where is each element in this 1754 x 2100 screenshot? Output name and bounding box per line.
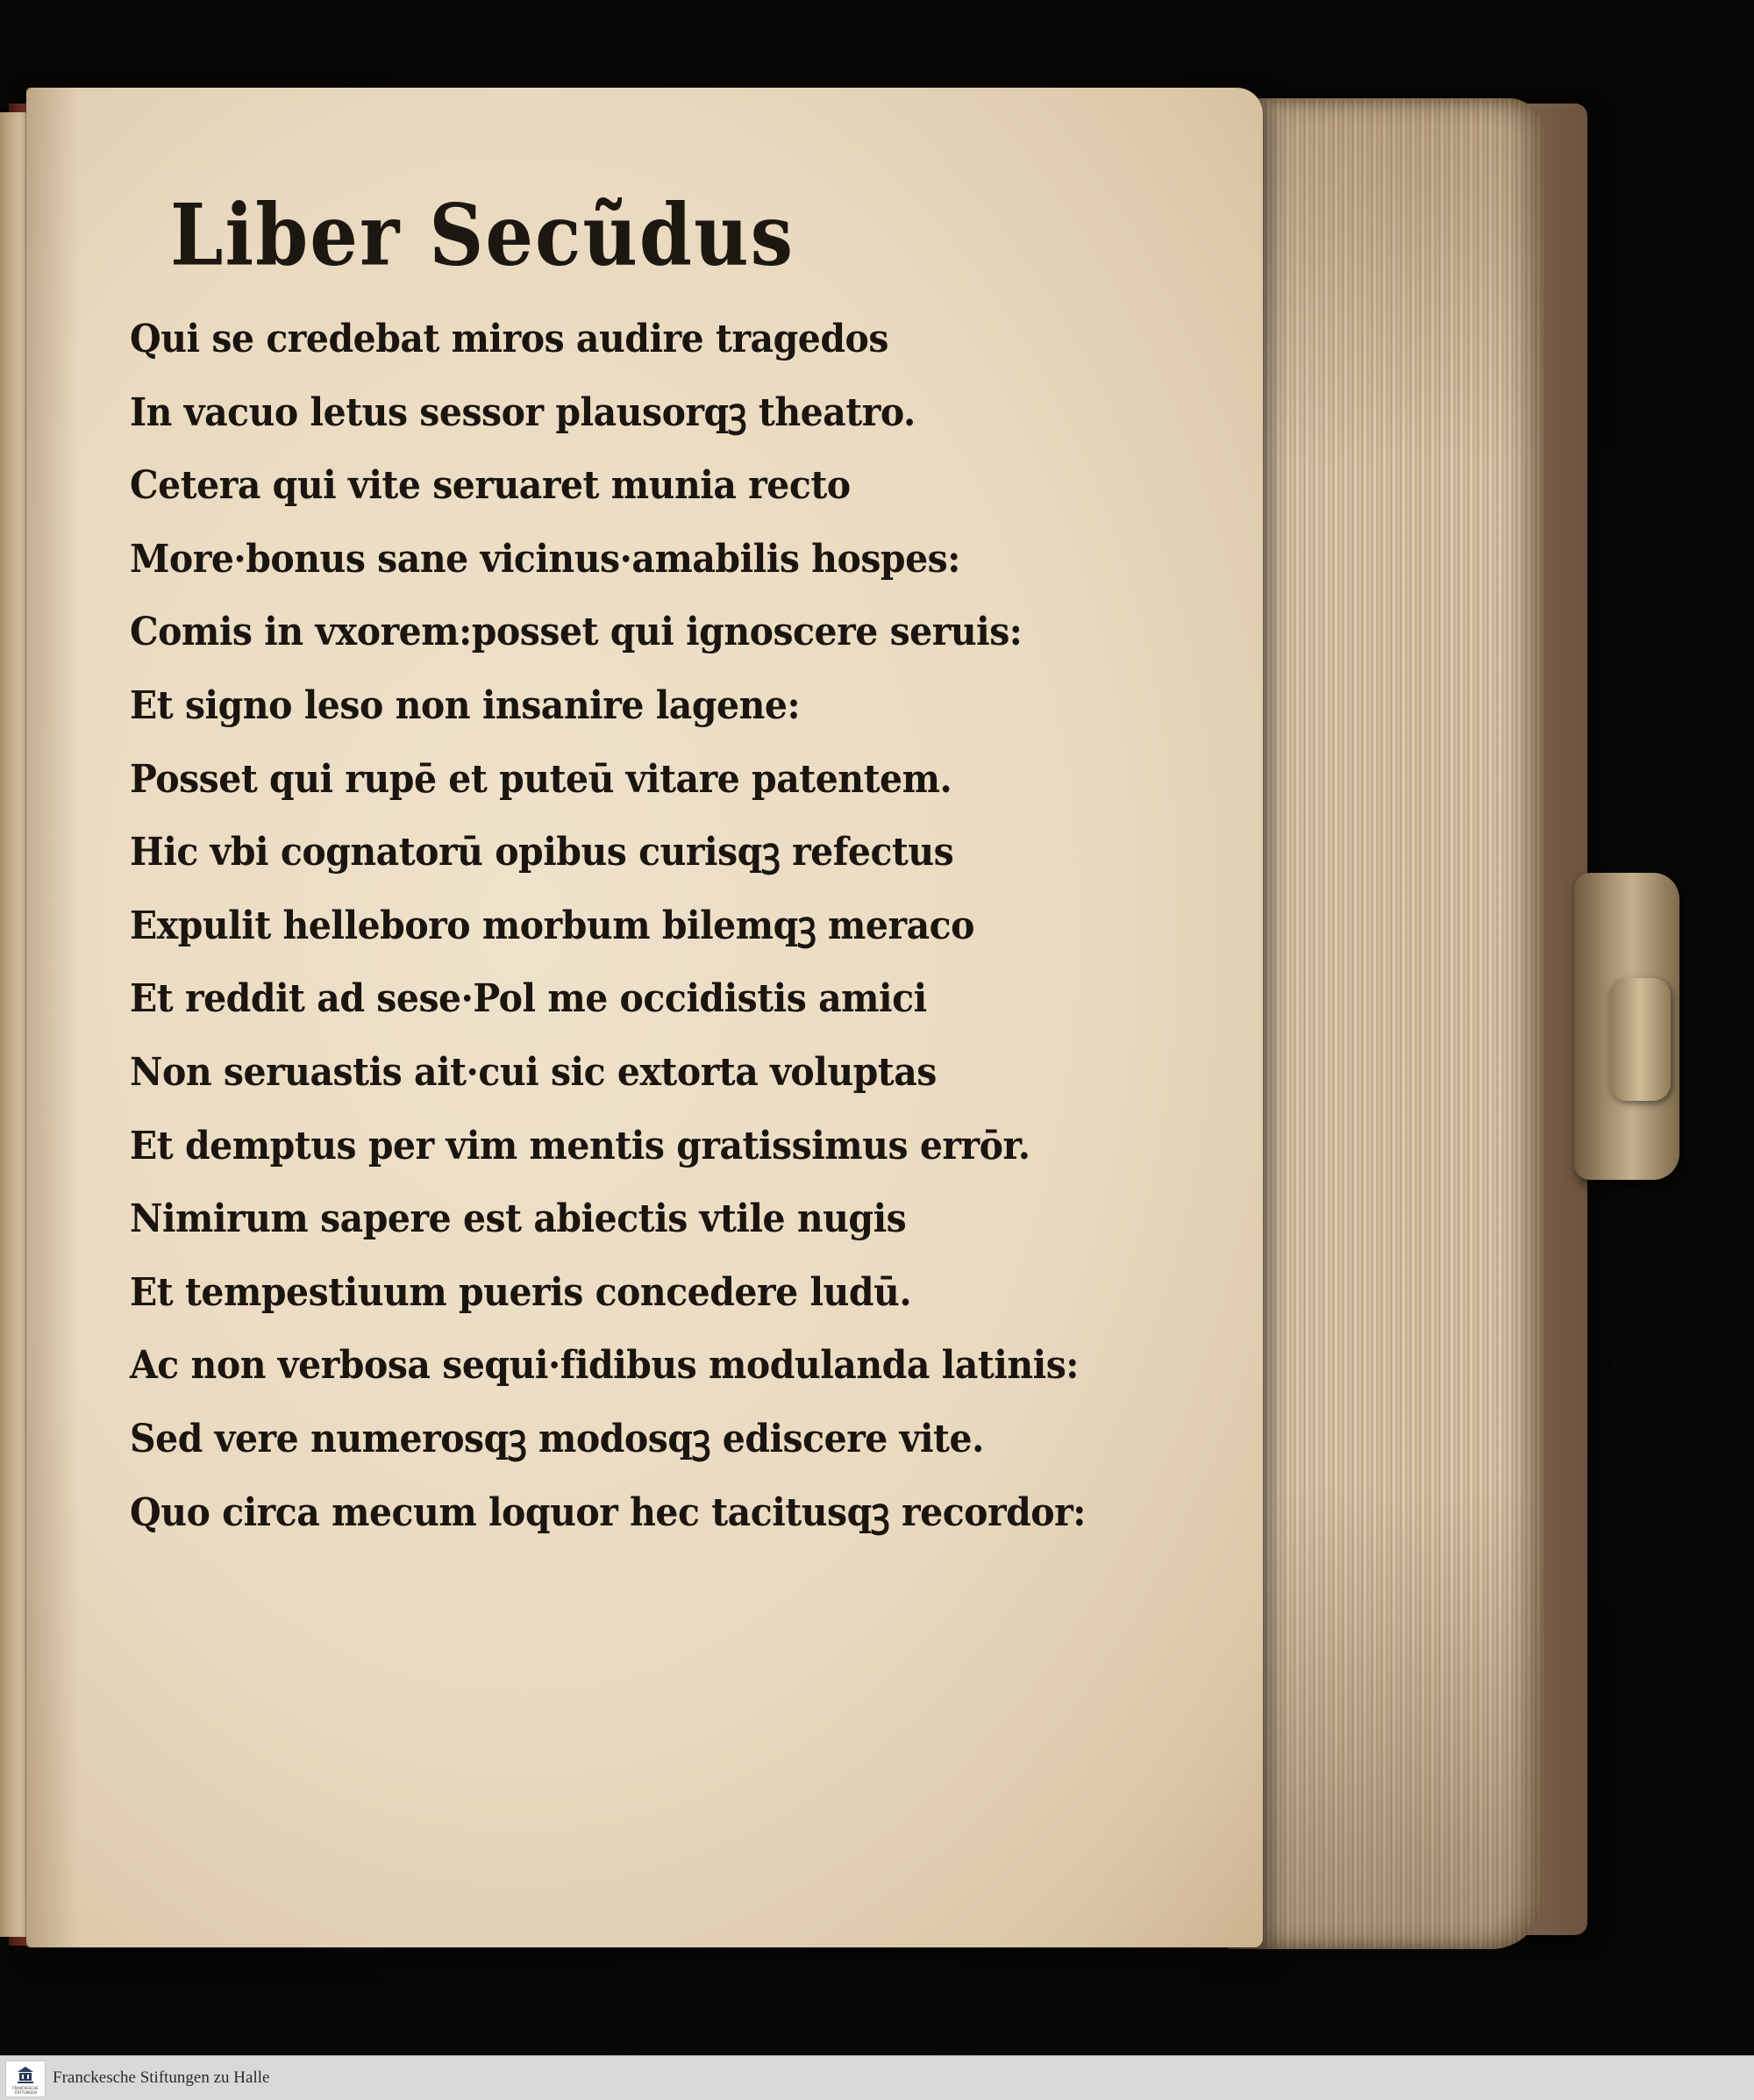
page-fore-edge [1228, 98, 1544, 1949]
verse-line: Comis in vxorem:posset qui ignoscere seruis: [130, 609, 1023, 655]
verse-line: More·bonus sane vicinus·amabilis hospes: [130, 535, 960, 582]
institution-logo[interactable] [5, 2061, 46, 2097]
verse-line: Et signo leso non insanire lagene: [130, 682, 801, 728]
verse-line: Quo circa mecum loquor hec tacitusqꝫ recordor: [130, 1489, 1086, 1535]
verse-line: Et reddit ad sese·Pol me occidistis amici [130, 975, 927, 1022]
verse-line: Ac non verbosa sequi·fidibus modulanda latinis: [130, 1342, 1079, 1389]
verse-line: Sed vere numerosqꝫ modosqꝫ ediscere vite. [130, 1415, 984, 1461]
verse-line: Posset qui rupē et puteū vitare patentem. [130, 755, 952, 802]
building-icon [15, 2065, 36, 2086]
book-clasp [1574, 873, 1679, 1180]
verse-line: Expulit helleboro morbum bilemqꝫ meraco [130, 902, 974, 948]
running-head: Liber Secũdus [169, 185, 795, 286]
verse-line: Qui se credebat miros audire tragedos [130, 316, 888, 361]
recto-page [26, 88, 1263, 1947]
verse-line: Et tempestiuum pueris concedere ludū. [130, 1268, 912, 1315]
verse-line: Hic vbi cognatorū opibus curisqꝫ refectus [130, 829, 954, 875]
logo-caption: FRANCKESCHE STIFTUNGEN [12, 2086, 39, 2095]
verse-line: Cetera qui vite seruaret munia recto [130, 462, 851, 509]
verse-list [130, 303, 1086, 1549]
verse-line: In vacuo letus sessor plausorqꝫ theatro. [130, 389, 916, 435]
footer-bar [0, 2055, 1754, 2100]
institution-name: Franckesche Stiftungen zu Halle [53, 2068, 270, 2087]
verse-line: Nimirum sapere est abiectis vtile nugis [130, 1196, 907, 1241]
verse-line: Et demptus per vim mentis gratissimus errōr. [130, 1122, 1030, 1168]
verse-line: Non seruastis ait·cui sic extorta voluptas [130, 1048, 937, 1095]
